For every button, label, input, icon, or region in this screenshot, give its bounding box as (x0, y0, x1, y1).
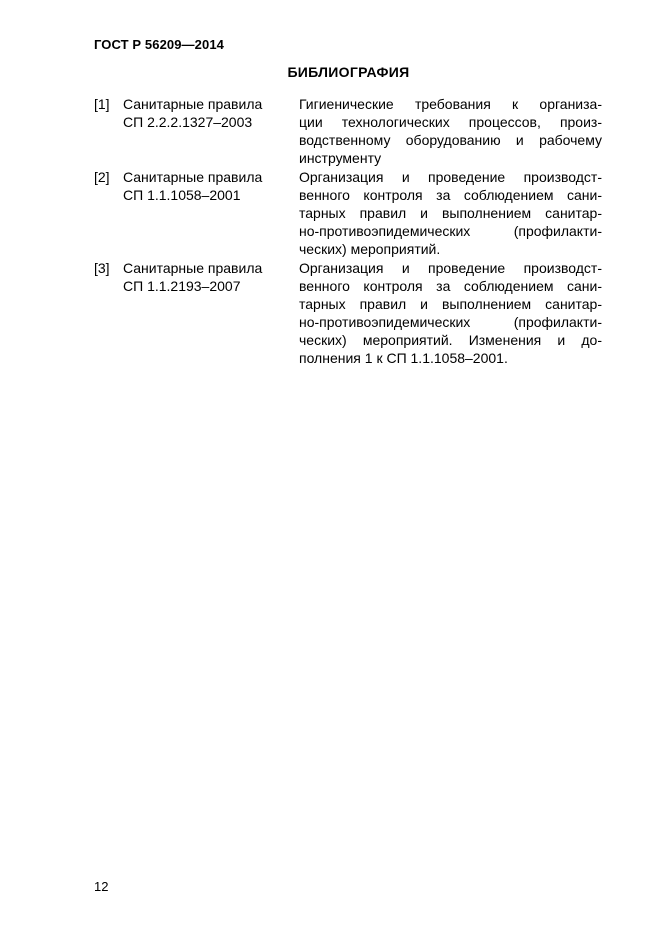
entry-number: [3] (94, 260, 110, 276)
entry-description-line: Организация и проведение производст- (299, 260, 602, 276)
entry-description-line: но-противоэпидемических (профилакти- (299, 314, 602, 330)
entry-description-line: ческих) мероприятий. (299, 241, 441, 257)
page-number: 12 (94, 879, 109, 894)
entry-source-line: Санитарные правила (123, 96, 263, 112)
entry-description-line: тарных правил и выполнением санитар- (299, 205, 602, 221)
bibliography-entry-2 (94, 168, 602, 258)
bibliography-entry-3 (94, 259, 602, 367)
bibliography-list (94, 95, 602, 367)
entry-description-line: водственному оборудованию и рабочему (299, 132, 602, 148)
entry-number: [1] (94, 96, 110, 112)
entry-description-line: Гигиенические требования к организа- (299, 96, 602, 112)
entry-number: [2] (94, 169, 110, 185)
document-header: ГОСТ Р 56209—2014 (94, 37, 224, 52)
entry-source-line: СП 2.2.2.1327–2003 (123, 114, 253, 130)
entry-description-line: тарных правил и выполнением санитар- (299, 296, 602, 312)
entry-source-line: СП 1.1.1058–2001 (123, 187, 241, 203)
entry-description-line: ции технологических процессов, произ- (299, 114, 602, 130)
entry-description-line: венного контроля за соблюдением сани- (299, 278, 602, 294)
entry-description-line: Организация и проведение производст- (299, 169, 602, 185)
entry-source-line: Санитарные правила (123, 260, 263, 276)
entry-source (123, 259, 299, 367)
entry-source-line: Санитарные правила (123, 169, 263, 185)
entry-description (299, 95, 602, 167)
entry-source-line: СП 1.1.2193–2007 (123, 278, 241, 294)
entry-description-line: ческих) мероприятий. Изменения и до- (299, 332, 602, 348)
bibliography-title: БИБЛИОГРАФИЯ (287, 64, 410, 80)
entry-description-line: но-противоэпидемических (профилакти- (299, 223, 602, 239)
entry-description-line: полнения 1 к СП 1.1.1058–2001. (299, 350, 508, 366)
entry-source (123, 95, 299, 167)
entry-description-line: инструменту (299, 150, 382, 166)
entry-description (299, 168, 602, 258)
entry-description (299, 259, 602, 367)
entry-description-line: венного контроля за соблюдением сани- (299, 187, 602, 203)
bibliography-entry-1 (94, 95, 602, 167)
entry-source (123, 168, 299, 258)
